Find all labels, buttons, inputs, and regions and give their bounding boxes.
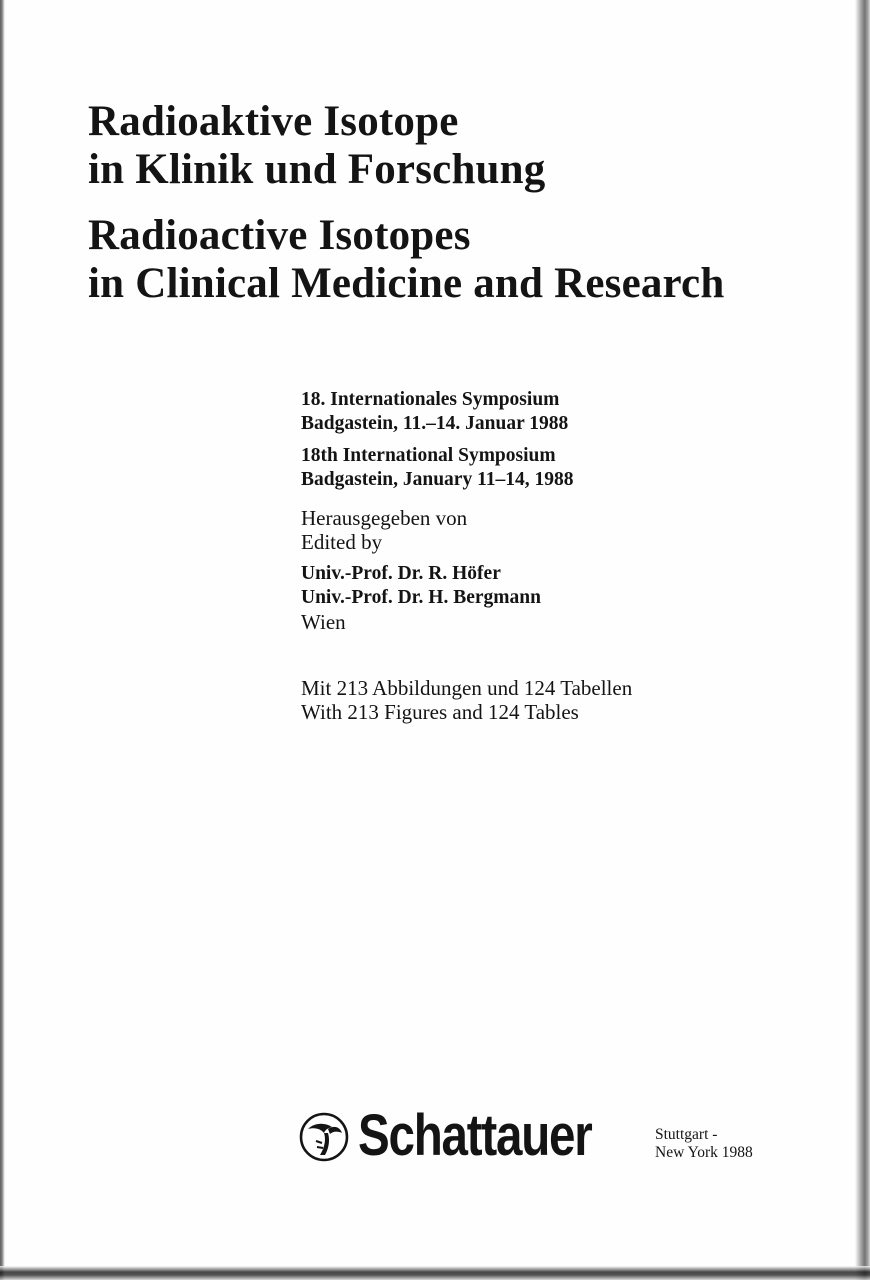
contents-note-english: With 213 Figures and 124 Tables <box>301 700 579 724</box>
publisher-location-line-1: Stuttgart - <box>655 1126 718 1143</box>
schattauer-logo-icon <box>298 1111 350 1163</box>
book-title <box>88 98 848 308</box>
symposium-english-name: 18th International Symposium <box>301 445 556 466</box>
editor-1: Univ.-Prof. Dr. R. Höfer <box>301 563 501 584</box>
title-german-line-1: Radioaktive Isotope <box>88 98 459 145</box>
publisher-imprint <box>298 1103 798 1170</box>
scan-edge-left <box>0 0 5 1280</box>
publisher-name: Schattauer <box>358 1103 592 1168</box>
symposium-german-name: 18. Internationales Symposium <box>301 389 560 410</box>
title-english-line-1: Radioactive Isotopes <box>88 212 471 259</box>
edited-by-german: Herausgegeben von <box>301 506 468 530</box>
symposium-german-place-date: Badgastein, 11.–14. Januar 1988 <box>301 413 569 434</box>
edited-by-english: Edited by <box>301 530 383 554</box>
title-german-line-2: in Klinik und Forschung <box>88 146 546 193</box>
contents-note-german: Mit 213 Abbildungen und 124 Tabellen <box>301 676 633 700</box>
editor-2: Univ.-Prof. Dr. H. Bergmann <box>301 587 541 608</box>
scan-edge-bottom <box>0 1266 870 1280</box>
title-english-line-2: in Clinical Medicine and Research <box>88 260 725 307</box>
publisher-location <box>655 1126 753 1162</box>
editor-city: Wien <box>301 610 346 634</box>
publisher-location-line-2: New York 1988 <box>655 1144 753 1161</box>
symposium-english-place-date: Badgastein, January 11–14, 1988 <box>301 469 574 490</box>
scan-edge-right <box>855 0 870 1280</box>
symposium-info <box>301 388 821 724</box>
